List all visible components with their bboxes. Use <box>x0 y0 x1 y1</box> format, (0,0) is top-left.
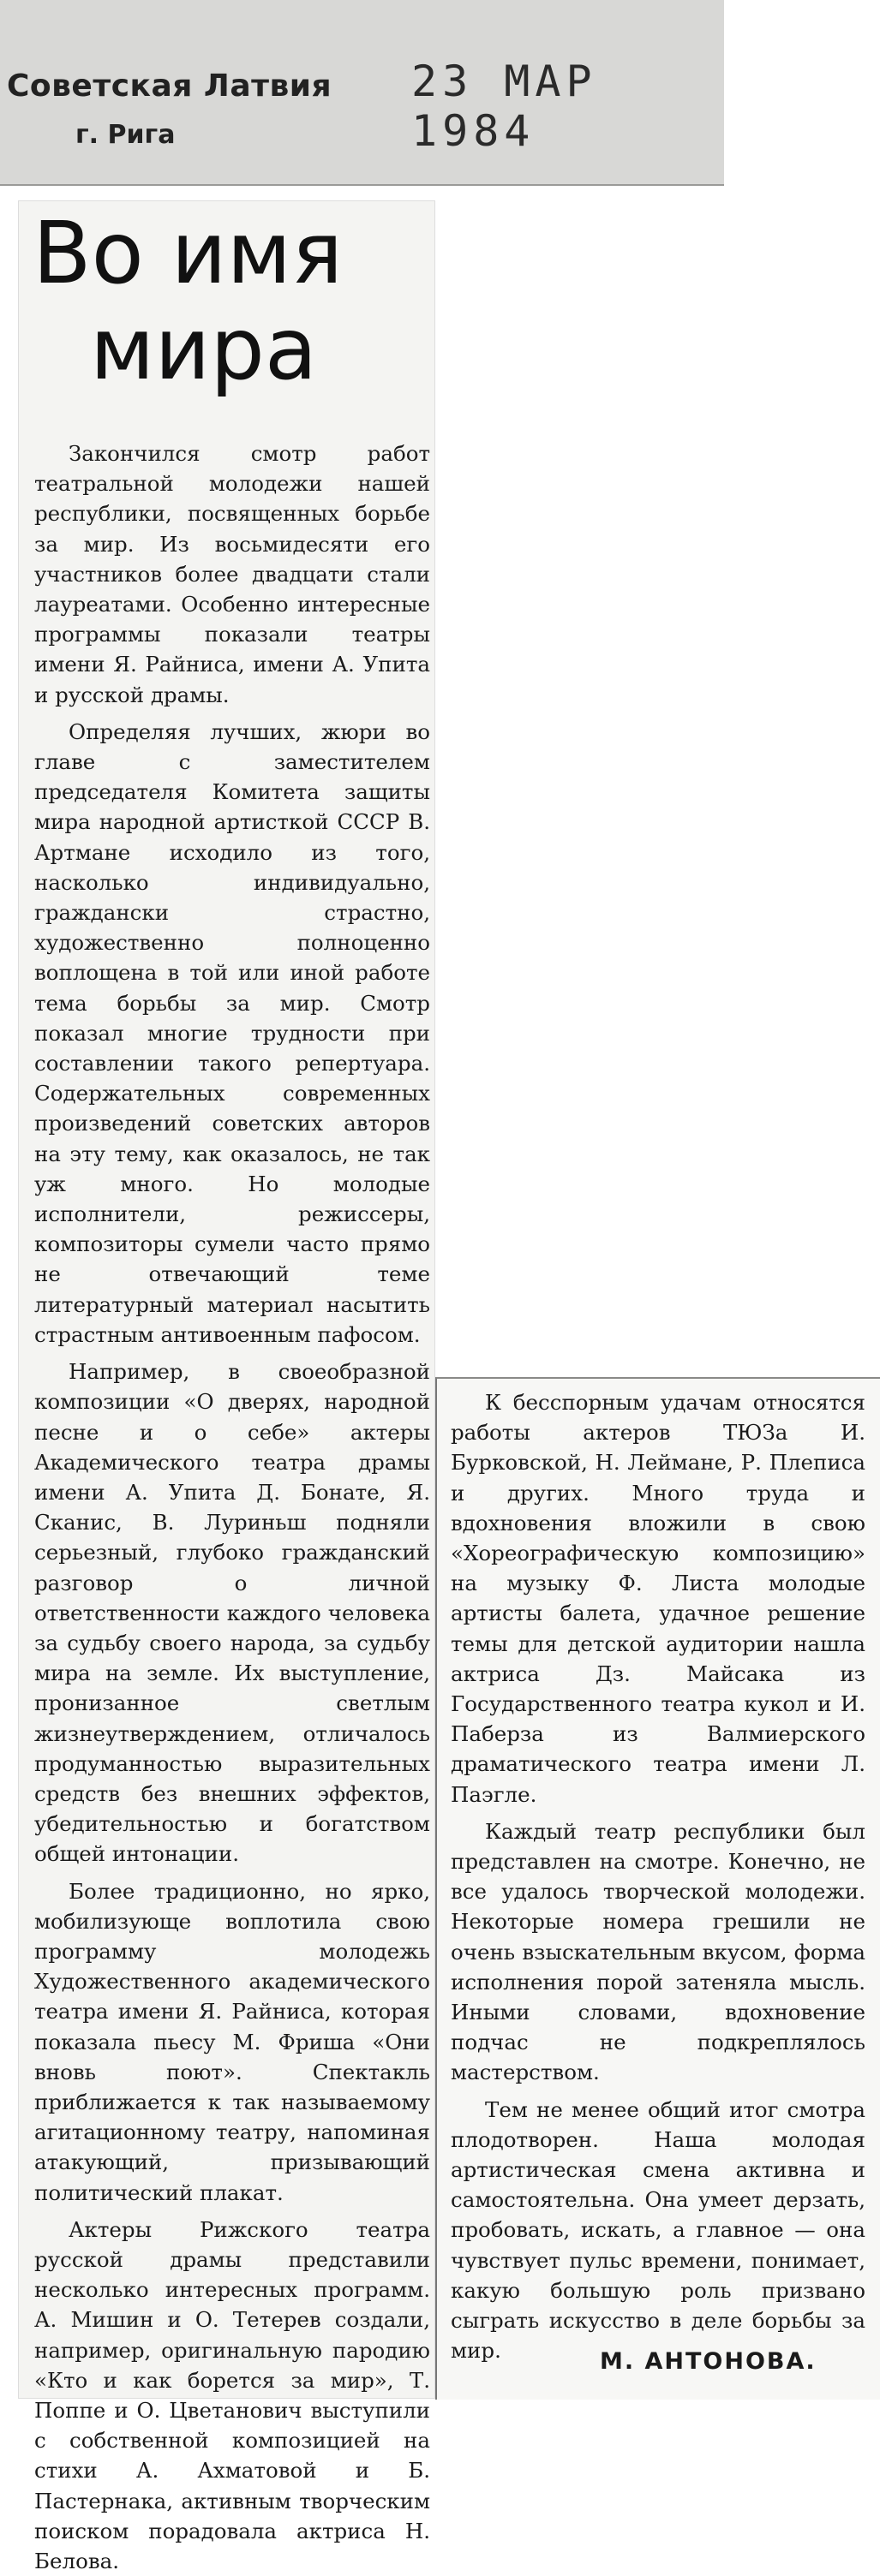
paragraph: К бесспорным удачам относятся работы актеров ТЮЗа И. Бурковской, Н. Леймане, Р. Плеписа и других. Много труда и вдохновения вложили в свою «Хореографическую композицию» на музыку Ф. Листа молодые артисты балета, удачное решение темы для детской аудитории нашла актриса Дз. Майсака из Государственного театра кукол и И. Паберза из Валмиерского драматического театра имени Л. Паэгле. <box>451 1390 865 1807</box>
article-author: М. АНТОНОВА. <box>600 2348 817 2375</box>
title-line-1: Во имя <box>33 203 344 303</box>
newspaper-name: Советская Латвия <box>7 69 332 104</box>
paragraph: Закончился смотр работ театральной молодежи нашей республики, посвященных борьбе за мир. Из восьмидесяти его участников более двадцати стали лауреатами. Особенно интересные программы показали театры имени Я. Райниса, имени А. Упита и русской драмы. <box>34 441 430 707</box>
newspaper-stamp <box>0 0 724 186</box>
paragraph: Более традиционно, но ярко, мобилизующе воплотила свою программу молодежь Художественного академического театра имени Я. Райниса, которая показала пьесу М. Фриша «Они вновь поют». Спектакль приближается к так называемому агитационному театру, напоминая атакующий, призывающий политический плакат. <box>34 1878 430 2205</box>
paragraph: Определяя лучших, жюри во главе с заместителем председателя Комитета защиты мира народной артисткой СССР В. Артмане исходило из того, насколько индивидуально, граждански страстно, художественно полноценно воплощена в той или иной работе тема борьбы за мир. Смотр показал многие трудности при составлении такого репертуара. Содержательных современных произведений советских авторов на эту тему, как оказалось, не так уж много. Но молодые исполнители, режиссеры, композиторы сумели часто прямо не отвечающий теме литературный материал насытить страстным антивоенным пафосом. <box>34 719 430 1347</box>
publication-date: 23 МАР 1984 <box>411 57 597 156</box>
title-line-2: мира <box>90 299 318 399</box>
paragraph: Каждый театр республики был представлен на смотре. Конечно, не все удалось творческой молодежи. Некоторые номера грешили не очень взыскательным вкусом, форма исполнения порой затеняла мысль. Иными словами, вдохновение подчас не подкреплялось мастерством. <box>451 1818 865 2085</box>
article-title <box>33 203 427 399</box>
paragraph: Тем не менее общий итог смотра плодотворен. Наша молодая артистическая смена активна и самостоятельна. Она умеет дерзать, пробовать, искать, а главное — она чувствует пульс времени, понимает, какую большую роль призвано сыграть искусство в деле борьбы за мир. <box>451 2096 865 2364</box>
paragraph: Актеры Рижского театра русской драмы представили несколько интересных программ. А. Мишин и О. Тетерев создали, например, оригинальную пародию «Кто и как борется за мир», Т. Поппе и О. Цветанович выступили с собственной композицией на стихи А. Ахматовой и Б. Пастернака, активным творческим поиском порадовала актриса Н. Белова. <box>34 2216 430 2574</box>
article-body-right <box>451 1387 865 2366</box>
article-body-left <box>34 438 430 2576</box>
newspaper-city: г. Рига <box>75 120 176 150</box>
paragraph: Например, в своеобразной композиции «О дверях, народной песне и о себе» актеры Академического театра драмы имени А. Упита Д. Бонате, Я. Сканис, В. Луриньш подняли серьезный, глубоко гражданский разговор о личной ответственности каждого человека за судьбу своего народа, за судьбу мира на земле. Их выступление, пронизанное светлым жизнеутверждением, отличалось продуманностью выразительных средств без внешних эффектов, убедительностью и богатством общей интонации. <box>34 1359 430 1867</box>
